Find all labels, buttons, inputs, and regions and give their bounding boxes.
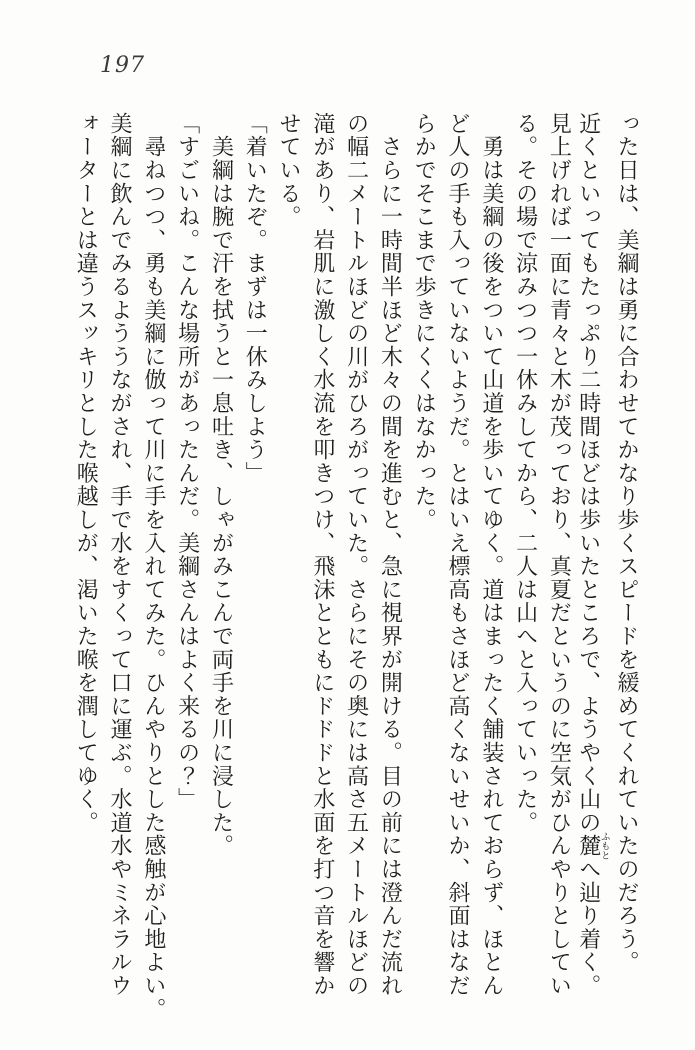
- text-column-12: 「着いたぞ。まずは一休みしよう」: [242, 112, 268, 485]
- text-column-16: 美綱に飲んでみるよううながされ、手で水をすくって口に運ぶ。水道水やミネラルウ: [107, 112, 133, 998]
- page-number: 197: [100, 53, 145, 78]
- text-column-13: 美綱は腕で汗を拭うと一息吐き、しゃがみこんで両手を川に浸した。: [208, 112, 234, 858]
- text-column-5: 勇は美綱の後をついて山道を歩いてゆく。道はまったく舗装されておらず、ほとん: [478, 112, 504, 998]
- text-column-6: ど人の手も入っていないようだ。とはいえ標高もさほど高くないせいか、斜面はなだ: [445, 112, 471, 998]
- text-column-2: [575, 112, 609, 1012]
- ruby-base: 麓: [575, 831, 601, 861]
- text-column-9: の幅二メートルほどの川がひろがっていた。さらにその奥には高さ五メートルほどの: [343, 112, 369, 998]
- text-column-14: 「すごいね。こんな場所があったんだ。美綱さんはよく来るの？」: [174, 112, 200, 811]
- text-column-15: 尋ねつつ、勇も美綱に倣って川に手を入れてみた。ひんやりとした感触が心地よい。: [140, 112, 166, 1021]
- text-column-10: 滝があり、岩肌に激しく水流を叩きつけ、飛沫とともにドドドと水面を打つ音を響か: [309, 112, 335, 998]
- ruby-text: ふもと: [598, 831, 610, 861]
- ruby-fumoto: [575, 831, 610, 861]
- text-column-3: 見上げれば一面に青々と木が茂っており、真夏だというのに空気がひんやりとしてい: [546, 112, 572, 998]
- text-column-1: った日は、美綱は勇に合わせてかなり歩くスピードを緩めてくれていたのだろう。: [614, 112, 639, 975]
- column-2-pre: 近くといってもたっぷり二時間ほどは歩いたところで、ようやく山の: [575, 112, 601, 835]
- text-column-4: る。その場で涼みつつ一休みしてから、二人は山へと入っていった。: [512, 112, 538, 835]
- column-2-post: へ辿り着く。: [575, 857, 601, 998]
- text-column-11: せている。: [276, 112, 302, 229]
- text-column-17: ォーターとは違うスッキリとした喉越しが、渇いた喉を潤してゆく。: [73, 112, 99, 835]
- text-block: [68, 112, 643, 1021]
- text-column-7: らかでそこまで歩きにくくはなかった。: [411, 112, 437, 532]
- text-column-8: さらに一時間半ほど木々の間を進むと、急に視界が開ける。目の前には澄んだ流れ: [377, 112, 403, 998]
